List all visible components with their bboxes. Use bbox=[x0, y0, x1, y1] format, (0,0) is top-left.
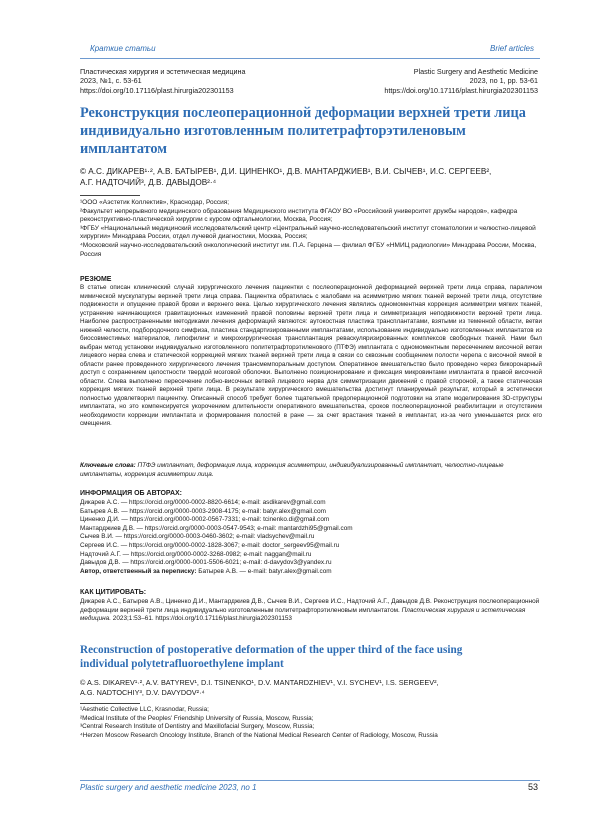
abstract-heading: РЕЗЮМЕ bbox=[80, 276, 112, 283]
authors-info-list bbox=[80, 499, 542, 576]
header-divider bbox=[80, 58, 540, 59]
author-info-entry: Дикарев А.С. — https://orcid.org/0000-0002-8820-6614; e-mail: asdikarev@gmail.com bbox=[80, 499, 326, 506]
issue-ru: 2023, №1, с. 53-61 bbox=[80, 76, 142, 86]
affiliations-en bbox=[80, 706, 542, 740]
affiliations-en-divider bbox=[80, 703, 140, 704]
corresponding-author-label: Автор, ответственный за переписку: bbox=[80, 567, 197, 575]
citation-tail: 2023;1:53–61. https://doi.org/10.17116/plast.hirurgia202301153 bbox=[111, 615, 292, 623]
author-info-entry: Батырев А.В. — https://orcid.org/0000-0003-2908-4175; e-mail: batyr.alex@gmail.com bbox=[80, 507, 326, 515]
authors-ru bbox=[80, 167, 542, 189]
affiliations-divider bbox=[80, 195, 140, 196]
affiliation-ru-4: ⁴Московский научно-исследовательский онкологический институт им. П.А. Герцена — филиал ФГБУ «НМИЦ радиологии» Минздрава России, Москва, Россия bbox=[80, 241, 537, 258]
citation-text bbox=[80, 598, 542, 624]
author-info-entry: Сергеев И.С. — https://orcid.org/0000-0002-1828-3067; e-mail: doctor_sergeev95@mail.ru bbox=[80, 541, 340, 549]
journal-name-ru: Пластическая хирургия и эстетическая медицина bbox=[80, 67, 246, 76]
article-title-en: Reconstruction of postoperative deformation of the upper third of the face using individual polytetrafluoroethylene implant bbox=[80, 644, 463, 671]
citation-heading: КАК ЦИТИРОВАТЬ: bbox=[80, 589, 147, 596]
authors-en-line-2: A.G. NADTOCHIY³, D.V. DAVYDOV²·⁴ bbox=[80, 687, 205, 697]
corresponding-author bbox=[80, 568, 542, 577]
affiliation-en-4: ⁴Herzen Moscow Research Oncology Institute, Branch of the National Medical Research Center of Radiology, Moscow, Russia bbox=[80, 731, 438, 739]
authors-ru-line-2: А.Г. НАДТОЧИЙ³, Д.В. ДАВЫДОВ²·⁴ bbox=[80, 177, 217, 187]
authors-en bbox=[80, 678, 542, 697]
citation-main: Дикарев А.С., Батырев А.В., Циненко Д.И., Мантарджиев Д.В., Сычев В.И., Сергеев И.С., Надточий А.Г., Давыдов Д.В. Реконструкция послеоперационной деформации верхней трети лица индивидуально изготовленным политетрафторэтиленовым имплантатом. bbox=[80, 598, 540, 614]
author-info-entry: Циненко Д.И. — https://orcid.org/0000-0002-0567-7331; e-mail: tcinenko.di@gmail.com bbox=[80, 516, 330, 524]
running-header-en: Brief articles bbox=[489, 44, 534, 53]
footer-journal: Plastic surgery and aesthetic medicine 2023, no 1 bbox=[80, 783, 257, 792]
affiliations-ru bbox=[80, 199, 542, 259]
page-number: 53 bbox=[527, 782, 538, 792]
authors-en-line-1: © A.S. DIKAREV¹·², A.V. BATYREV¹, D.I. TSINENKO¹, D.V. MANTARDZHIEV¹, V.I. SYCHEV¹, I.S. SERGEEV², bbox=[80, 678, 439, 687]
author-info-entry: Надточий А.Г. — https://orcid.org/0000-0002-3268-0982; e-mail: naggan@mail.ru bbox=[80, 550, 312, 558]
journal-meta-en bbox=[384, 67, 538, 95]
keywords-text: ПТФЭ имплантат, деформация лица, коррекция асимметрии, индивидуализированный имплантат, челюстно-лицевые имплантаты, коррекция асимметрии лица. bbox=[80, 462, 504, 478]
keywords bbox=[80, 462, 542, 479]
author-info-entry: Давыдов Д.В. — https://orcid.org/0000-0001-5506-6021; e-mail: d-davydov3@yandex.ru bbox=[80, 559, 332, 567]
affiliation-en-3: ³Central Research Institute of Dentistry and Maxillofacial Surgery, Moscow, Russia; bbox=[80, 723, 315, 731]
authors-ru-line-1: © А.С. ДИКАРЕВ¹·², А.В. БАТЫРЕВ¹, Д.И. ЦИНЕНКО¹, Д.В. МАНТАРДЖИЕВ¹, В.И. СЫЧЕВ¹, И.С. СЕРГЕЕВ², bbox=[80, 167, 492, 176]
affiliation-ru-3: ³ФГБУ «Национальный медицинский исследовательский центр «Центральный научно-исследовательский институт стоматологии и челюстно-лицевой хирургии» Минздрава России, отдел лучевой диагностики, Москва, Россия; bbox=[80, 224, 536, 241]
running-header-ru: Краткие статьи bbox=[90, 44, 156, 53]
authors-info-heading: ИНФОРМАЦИЯ ОБ АВТОРАХ: bbox=[80, 490, 183, 497]
affiliation-ru-1: ¹ООО «Аэстетик Коллектив», Краснодар, Россия; bbox=[80, 199, 230, 206]
affiliation-en-2: ²Medical Institute of the Peoples' Friendship University of Russia, Moscow, Russia; bbox=[80, 714, 314, 722]
affiliation-ru-2: ²Факультет непрерывного медицинского образования Медицинского института ФГАОУ ВО «Российский университет дружбы народов», кафедра реконструктивно-пластической хирургии с курсом офтальмологии, Москва, Россия; bbox=[80, 207, 518, 224]
corresponding-author-value: Батырев А.В. — e-mail: batyr.alex@gmail.com bbox=[196, 567, 332, 575]
issue-en: 2023, no 1, pp. 53-61 bbox=[469, 76, 538, 86]
journal-meta-ru bbox=[80, 67, 246, 95]
citation-journal: Пластическая хирургия и эстетическая медицина. bbox=[80, 606, 526, 623]
abstract-text: В статье описан клинический случай хирургического лечения пациентки с послеоперационной деформацией верхней трети лица справа, параличом мимической мускулатуры верхней трети лица справа. Пациентка обратилась с жалобами на асимметрию мягких тканей верхней трети лица, отсутствие подвижности и опущение правой брови и верхнего века. Целью хирургического лечения являлись одномоментная коррекция асимметрии мягких тканей, устранение начинающихся гравитационных изменений правой половины верхней трети лица и симметризация неподвижности верхней трети лица. Наиболее распространенными методиками лечения деформаций являются: аутокостная пластика трансплантатами, взятыми из теменной области, ветви нижней челюсти, подбородочного симфиза, пластика стандартизированными имплантатами, использование индивидуально изготовленных имплантатов из биосовместимых материалов, липофилинг и микрохирургическая трансплантация реваскуляризированных комплексов свободных тканей. Нами был выбран метод установки индивидуально изготовленного политетрафторэтиленового (ПТФЭ) имплантата с одномоментным пересечением височной ветви лицевого нерва слева и статической коррекцией мягких тканей верхней трети лица в связи со сквозным сообщением полости черепа с височной ямкой в области ранее проведенного хирургического лечения трансмемпоральным доступом. Оперативное вмешательство было проведено через бикоронарный доступ с сохранением целостности твердой мозговой оболочки. Выполнено позиционирование и фиксация микровинтами имплантата в правой височной области. Слева выполнено пересечение лобно-височных ветвей лицевого нерва для симметризации движений с правой стороной, а также статическая коррекция мягких тканей верхней трети лица. В результате хирургического вмешательства достигнут планируемый результат, который в эстетически полностью удовлетворил пациентку. Описанный способ требует более тщательной предоперационной подготовки на этапе моделирования 3D-структуры имплантата, но это компенсируется укорочением длительности оперативного вмешательства, сроков послеоперационной реабилитации и отсутствием необходимости коррекции имплантата и формирования полостей в ране — за счет врастания тканей в имплантат, из-за чего уменьшается риск его смещения. bbox=[80, 284, 542, 427]
journal-name-en: Plastic Surgery and Aesthetic Medicine bbox=[413, 67, 538, 76]
article-title-ru: Реконструкция послеоперационной деформации верхней трети лица индивидуально изготовленным политетрафторэтиленовым имплантатом bbox=[80, 105, 526, 157]
footer-divider bbox=[80, 780, 540, 781]
doi-link-ru[interactable]: https://doi.org/10.17116/plast.hirurgia202301153 bbox=[80, 85, 234, 95]
keywords-label: Ключевые слова: bbox=[80, 462, 136, 469]
affiliation-en-1: ¹Aesthetic Collective LLC, Krasnodar, Russia; bbox=[80, 706, 209, 713]
author-info-entry: Мантарджиев Д.В. — https://orcid.org/0000-0003-0547-9543; e-mail: mantardzhi95@gmail.com bbox=[80, 524, 353, 532]
doi-link-en[interactable]: https://doi.org/10.17116/plast.hirurgia202301153 bbox=[384, 85, 538, 95]
author-info-entry: Сычев В.И. — https://orcid.org/0000-0003-0460-3602; e-mail: vladsychev@mail.ru bbox=[80, 533, 315, 541]
